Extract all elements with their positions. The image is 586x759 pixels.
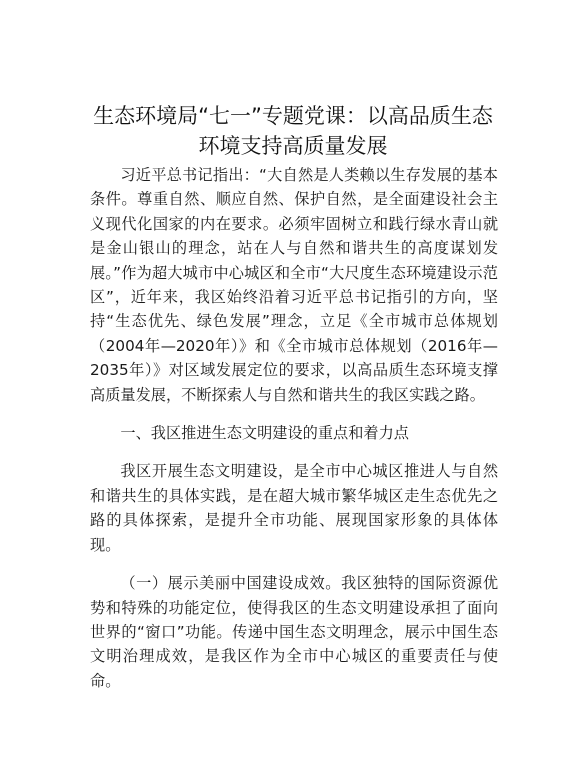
document-body: [90, 163, 498, 693]
paragraph-intro: 习近平总书记指出：“大自然是人类赖以生存发展的基本条件。尊重自然、顺应自然、保护自然，是全面建设社会主义现代化国家的内在要求。必须牢固树立和践行绿水青山就是金山银山的理念，站在人与自然和谐共生的高度谋划发展。”作为超大城市中心城区和全市“大尺度生态环境建设示范区”，近年来，我区始终沿着习近平总书记指引的方向，坚持“生态优先、绿色发展”理念，立足《全市城市总体规划（2004年—2020年）》和《全市城市总体规划（2016年—2035年）》对区域发展定位的要求，以高品质生态环境支撑高质量发展，不断探索人与自然和谐共生的我区实践之路。: [90, 166, 498, 404]
section-heading: 一、我区推进生态文明建设的重点和着力点: [120, 424, 409, 443]
title-line-2: 环境支持高质量发展: [198, 134, 388, 158]
title-line-1: 生态环境局“七一”专题党课：以高品质生态: [93, 104, 493, 128]
paragraph-subsection-1: （一）展示美丽中国建设成效。我区独特的国际资源优势和特殊的功能定位，使得我区的生态文明建设承担了面向世界的“窗口”功能。传递中国生态文明理念，展示中国生态文明治理成效，是我区作为全市中心城区的重要责任与使命。: [90, 574, 498, 690]
document-title: [78, 101, 508, 161]
paragraph-section-intro: 我区开展生态文明建设，是全市中心城区推进人与自然和谐共生的具体实践，是在超大城市繁华城区走生态优先之路的具体探索，是提升全市功能、展现国家形象的具体体现。: [90, 462, 498, 554]
